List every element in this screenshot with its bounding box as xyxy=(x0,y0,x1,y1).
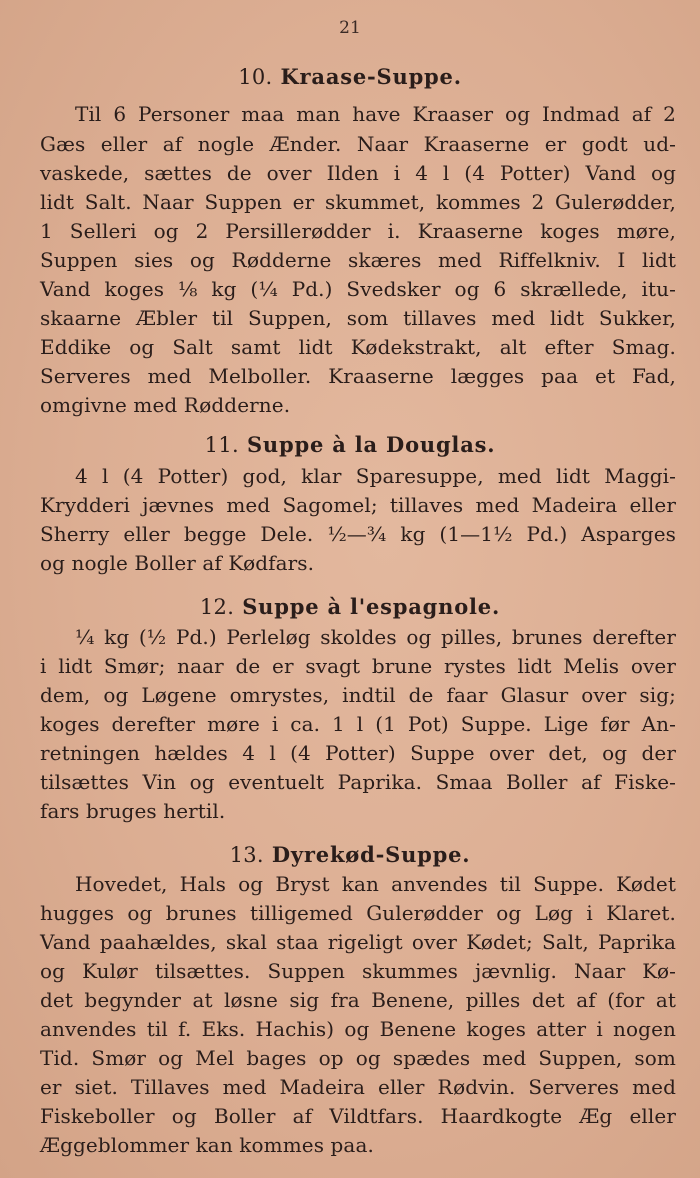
recipe-title: Suppe à l'espagnole. xyxy=(242,594,501,619)
recipe-title: Kraase-Suppe. xyxy=(280,64,462,89)
text-line: Til 6 Personer maa man have Kraaser og Indmad af 2 xyxy=(75,102,676,126)
recipe-heading-11 xyxy=(0,432,700,457)
recipe-heading-12 xyxy=(0,594,700,619)
text-line: anvendes til f. Eks. Hachis) og Benene koges atter i nogen xyxy=(40,1017,676,1041)
text-line: koges derefter møre i ca. 1 l (1 Pot) Suppe. Lige før An- xyxy=(40,712,676,736)
text-line: Gæs eller af nogle Ænder. Naar Kraaserne er godt ud- xyxy=(40,132,676,156)
text-line: Hovedet, Hals og Bryst kan anvendes til Suppe. Kødet xyxy=(75,872,676,896)
text-line: Vand paahældes, skal staa rigeligt over Kødet; Salt, Paprika xyxy=(40,930,676,954)
recipe-heading-13 xyxy=(0,842,700,867)
text-line: Eddike og Salt samt lidt Kødekstrakt, alt efter Smag. xyxy=(40,335,676,359)
recipe-number: 12. xyxy=(199,595,235,619)
page-number: 21 xyxy=(339,18,361,38)
text-line: dem, og Løgene omrystes, indtil de faar Glasur over sig; xyxy=(40,683,676,707)
text-line: hugges og brunes tilligemed Gulerødder og Løg i Klaret. xyxy=(40,901,676,925)
text-line: Sherry eller begge Dele. ½—¾ kg (1—1½ Pd.) Asparges xyxy=(40,522,676,546)
text-line: omgivne med Rødderne. xyxy=(40,393,291,417)
recipe-number: 10. xyxy=(238,65,273,89)
recipe-number: 11. xyxy=(204,433,239,457)
text-line: skaarne Æbler til Suppen, som tillaves med lidt Sukker, xyxy=(40,306,676,330)
text-line: ¼ kg (½ Pd.) Perleløg skoldes og pilles, brunes derefter xyxy=(75,625,676,649)
recipe-title: Suppe à la Douglas. xyxy=(246,432,496,457)
recipe-title: Dyrekød-Suppe. xyxy=(271,842,471,867)
text-line: 4 l (4 Potter) god, klar Sparesuppe, med lidt Maggi- xyxy=(75,464,676,488)
text-line: Vand koges ⅛ kg (¼ Pd.) Svedsker og 6 skrællede, itu- xyxy=(40,277,676,301)
text-line: og Kulør tilsættes. Suppen skummes jævnlig. Naar Kø- xyxy=(40,959,676,983)
text-line: og nogle Boller af Kødfars. xyxy=(40,551,315,575)
text-line: lidt Salt. Naar Suppen er skummet, kommes 2 Gulerødder, xyxy=(40,190,676,214)
recipe-heading-10 xyxy=(0,64,700,89)
text-line: i lidt Smør; naar de er svagt brune rystes lidt Melis over xyxy=(40,654,676,678)
text-line: Suppen sies og Rødderne skæres med Riffelkniv. I lidt xyxy=(40,248,676,272)
text-line: det begynder at løsne sig fra Benene, pilles det af (for at xyxy=(40,988,676,1012)
text-line: fars bruges hertil. xyxy=(40,799,226,823)
text-line: 1 Selleri og 2 Persillerødder i. Kraaserne koges møre, xyxy=(40,219,676,243)
text-line: Fiskeboller og Boller af Vildtfars. Haardkogte Æg eller xyxy=(40,1104,676,1128)
text-line: vaskede, sættes de over Ilden i 4 l (4 Potter) Vand og xyxy=(40,161,676,185)
text-line: Æggeblommer kan kommes paa. xyxy=(40,1133,374,1157)
text-line: Krydderi jævnes med Sagomel; tillaves med Madeira eller xyxy=(40,493,676,517)
text-line: Serveres med Melboller. Kraaserne lægges paa et Fad, xyxy=(40,364,676,388)
text-line: tilsættes Vin og eventuelt Paprika. Smaa Boller af Fiske- xyxy=(40,770,676,794)
text-line: er siet. Tillaves med Madeira eller Rødvin. Serveres med xyxy=(40,1075,676,1099)
recipe-number: 13. xyxy=(229,843,264,867)
text-line: Tid. Smør og Mel bages op og spædes med Suppen, som xyxy=(40,1046,676,1070)
text-line: retningen hældes 4 l (4 Potter) Suppe over det, og der xyxy=(40,741,676,765)
